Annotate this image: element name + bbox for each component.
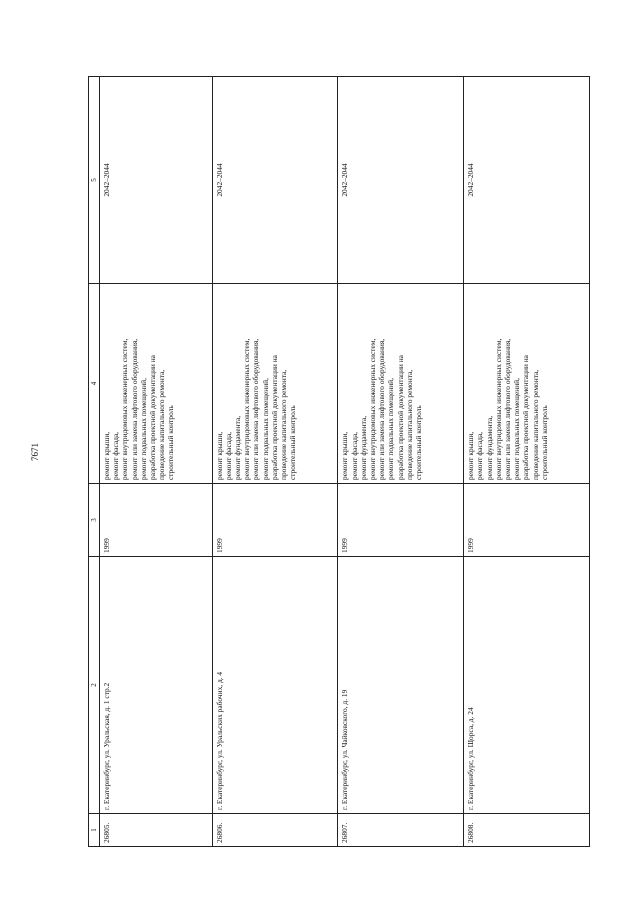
work-item: разработка проектной документации на: [148, 355, 158, 480]
work-item: ремонт подвальных помещений,: [138, 378, 148, 480]
work-item: ремонт крыши,: [214, 431, 224, 480]
work-item: строительный контроль: [539, 405, 549, 480]
year-cell: 1999: [338, 484, 464, 557]
period-cell: 2042–2044: [212, 77, 338, 284]
period-cell: 2042–2044: [100, 77, 213, 284]
work-item: ремонт внутридомовых инженерных систем,: [242, 338, 252, 480]
work-item: ремонт фундамента,: [358, 415, 368, 480]
address-cell: г. Екатеринбург, ул. Уральская, д. 1 стр.2: [100, 557, 213, 814]
work-item: разработка проектной документации на: [395, 355, 405, 480]
work-item: проведение капитального ремонта,: [157, 369, 167, 480]
work-item: проведение капитального ремонта,: [279, 369, 289, 480]
column-header: 1: [89, 814, 100, 847]
work-item: ремонт или замена лифтового оборудования,: [251, 338, 261, 480]
work-item: строительный контроль: [166, 405, 176, 480]
works-cell: [464, 284, 590, 484]
works-cell: [338, 284, 464, 484]
work-item: проведение капитального ремонта,: [530, 369, 540, 480]
address-cell: г. Екатеринбург, ул. Уральских рабочих, д. 4: [212, 557, 338, 814]
column-number-row: [89, 77, 100, 847]
work-item: ремонт фасада,: [475, 432, 485, 480]
column-header: 2: [89, 557, 100, 814]
address-cell: г. Екатеринбург, ул. Чайковского, д. 19: [338, 557, 464, 814]
work-item: разработка проектной документации на: [269, 355, 279, 480]
address-cell: г. Екатеринбург, ул. Щорса, д. 24: [464, 557, 590, 814]
works-cell: [212, 284, 338, 484]
work-item: проведение капитального ремонта,: [404, 369, 414, 480]
work-item: ремонт крыши,: [102, 431, 111, 480]
work-item: ремонт внутридомовых инженерных систем,: [120, 338, 130, 480]
work-item: ремонт или замена лифтового оборудования,: [377, 338, 387, 480]
row-number: 26808.: [464, 814, 590, 847]
column-header: 3: [89, 484, 100, 557]
work-item: строительный контроль: [414, 405, 424, 480]
work-item: ремонт фасада,: [111, 432, 121, 480]
work-item: ремонт крыши,: [466, 431, 476, 480]
column-header: 4: [89, 284, 100, 484]
period-cell: 2042–2044: [338, 77, 464, 284]
work-item: ремонт подвальных помещений,: [386, 378, 396, 480]
year-cell: 1999: [100, 484, 213, 557]
work-item: строительный контроль: [288, 405, 298, 480]
work-item: ремонт фасада,: [223, 432, 233, 480]
work-item: ремонт подвальных помещений,: [260, 378, 270, 480]
repair-schedule-table: [88, 76, 590, 847]
table-row: [338, 77, 464, 847]
work-item: ремонт или замена лифтового оборудования,: [502, 338, 512, 480]
table-row: [212, 77, 338, 847]
table-row: [100, 77, 213, 847]
work-item: ремонт или замена лифтового оборудования,: [129, 338, 139, 480]
work-item: ремонт внутридомовых инженерных систем,: [493, 338, 503, 480]
works-cell: [100, 284, 213, 484]
work-item: ремонт фасада,: [349, 432, 359, 480]
work-item: ремонт подвальных помещений,: [512, 378, 522, 480]
work-item: ремонт фундамента,: [484, 415, 494, 480]
column-header: 5: [89, 77, 100, 284]
work-item: ремонт фундамента,: [233, 415, 243, 480]
table-row: [464, 77, 590, 847]
year-cell: 1999: [464, 484, 590, 557]
page-number: 7671: [30, 443, 40, 461]
work-item: ремонт внутридомовых инженерных систем,: [368, 338, 377, 480]
row-number: 26807.: [338, 814, 464, 847]
row-number: 26805.: [100, 814, 213, 847]
work-item: ремонт крыши,: [340, 431, 350, 480]
work-item: разработка проектной документации на: [521, 355, 531, 480]
rotated-table-container: [88, 77, 590, 847]
year-cell: 1999: [212, 484, 338, 557]
row-number: 26806.: [212, 814, 338, 847]
period-cell: 2042–2044: [464, 77, 590, 284]
